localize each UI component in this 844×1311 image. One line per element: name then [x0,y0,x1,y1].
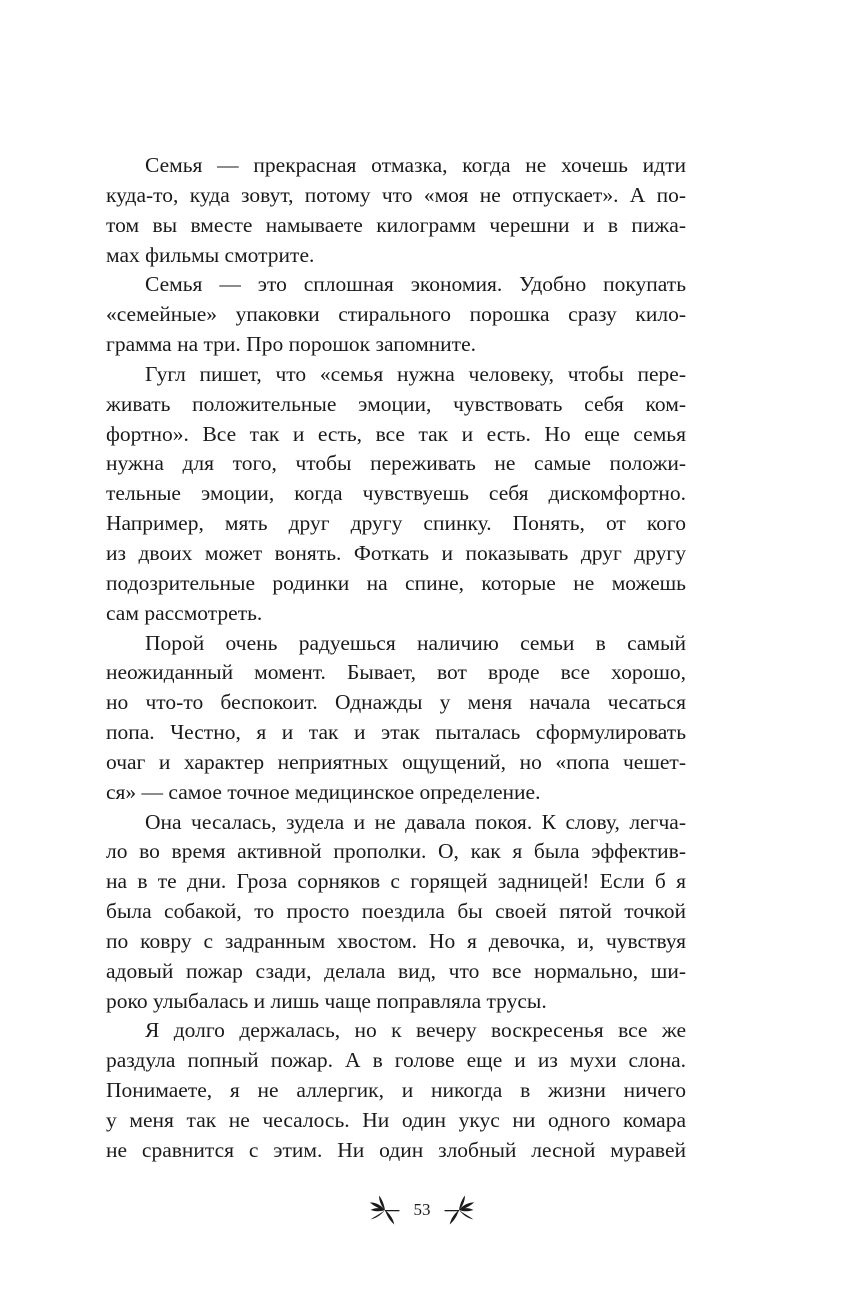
paragraph [106,629,686,808]
text-line: ло во время активной прополки. О, как я была эффектив- [106,839,686,864]
text-line: сам рассмотреть. [106,600,263,625]
paragraph [106,1016,686,1165]
paragraph [106,360,686,629]
text-line: Семья — прекрасная отмазка, когда не хочешь идти [145,153,686,177]
page-footer [0,1192,844,1228]
text-line: тельные эмоции, когда чувствуешь себя дискомфортно. [106,481,686,506]
page-body-text [106,151,686,1166]
text-line: раздула попный пожар. А в голове еще и из мухи слона. [106,1048,686,1073]
text-line: нужна для того, чтобы переживать не самые положи- [106,451,686,476]
text-line: роко улыбалась и лишь чаще поправляла трусы. [106,988,547,1013]
text-line: ся» — самое точное медицинское определение. [106,779,541,804]
text-line: адовый пожар сзади, делала вид, что все нормально, ши- [106,958,686,983]
text-line: «семейные» упаковки стирального порошка сразу кило- [106,302,686,327]
text-line: Порой очень радуешься наличию семьи в самый [145,630,686,655]
text-line: Например, мять друг другу спинку. Понять, от кого [106,511,686,536]
text-line: у меня так не чесалось. Ни один укус ни одного комара [106,1108,686,1132]
text-line: из двоих может вонять. Фоткать и показывать друг другу [106,540,686,565]
text-line: Она чесалась, зудела и не давала покоя. К слову, легча- [145,809,686,834]
paragraph [106,808,686,1017]
text-line: Семья — это сплошная экономия. Удобно покупать [145,272,686,297]
text-line: куда-то, куда зовут, потому что «моя не отпускает». А по- [106,182,686,207]
text-line: но что-то беспокоит. Однажды у меня начала чесаться [106,690,686,715]
text-line: грамма на три. Про порошок запомните. [106,332,476,357]
text-line: Я долго держалась, но к вечеру воскресенья все же [145,1018,686,1043]
text-line: очаг и характер неприятных ощущений, но «попа чешет- [106,749,686,774]
text-line: по ковру с задранным хвостом. Но я девочка, и, чувствуя [106,928,686,953]
leaf-ornament-icon [368,1193,402,1227]
text-line: на в те дни. Гроза сорняков с горящей задницей! Если б я [106,869,686,894]
text-line: попа. Честно, я и так и этак пыталась сформулировать [106,720,686,745]
text-line: том вы вместе намываете килограмм черешни и в пижа- [106,212,686,237]
paragraph [106,270,686,360]
text-line: живать положительные эмоции, чувствовать себя ком- [106,391,686,416]
page-number: 53 [413,1200,431,1219]
text-line: Гугл пишет, что «семья нужна человеку, чтобы пере- [145,361,686,386]
text-line: Понимаете, я не аллергик, и никогда в жизни ничего [106,1078,686,1103]
text-line: подозрительные родинки на спине, которые не можешь [106,570,686,595]
leaf-ornament-icon [442,1193,476,1227]
text-line: была собакой, то просто поездила бы своей пятой точкой [106,899,686,924]
text-line: неожиданный момент. Бывает, вот вроде все хорошо, [106,660,686,685]
paragraph [106,151,686,270]
text-line: не сравнится с этим. Ни один злобный лесной муравей [106,1137,686,1162]
text-line: мах фильмы смотрите. [106,242,315,267]
text-line: фортно». Все так и есть, все так и есть. Но еще семья [106,421,686,446]
